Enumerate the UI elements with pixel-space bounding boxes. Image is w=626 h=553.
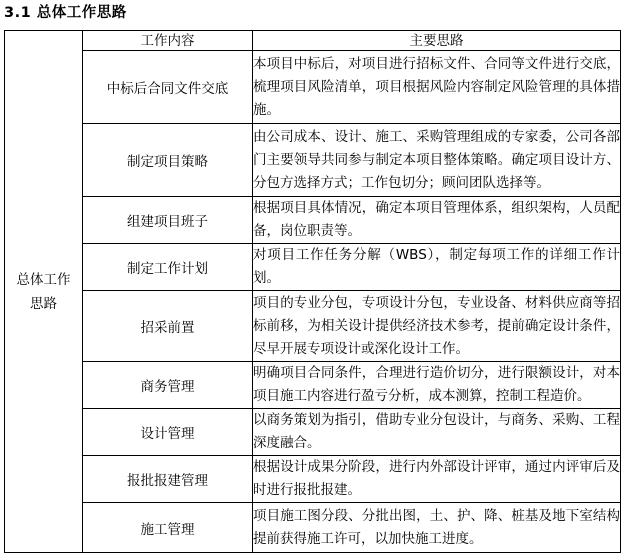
- row-item: 施工管理: [83, 503, 253, 553]
- row-description: 项目施工图分段、分批出图，土、护、降、桩基及地下室结构提前获得施工许可，以加快施工进度。: [253, 503, 621, 553]
- category-cell: [5, 31, 83, 553]
- row-description: 项目的专业分包，专项设计分包，专业设备、材料供应商等招标前移，为相关设计提供经济技术参考，提前确定设计条件，尽早开展专项设计或深化设计工作。: [253, 291, 621, 362]
- row-item: 报批报建管理: [83, 456, 253, 503]
- table-row: [5, 291, 621, 362]
- table-row: [5, 124, 621, 197]
- row-description: 以商务策划为指引，借助专业分包设计，与商务、采购、工程深度融合。: [253, 409, 621, 456]
- row-description: 由公司成本、设计、施工、采购管理组成的专家委，公司各部门主要领导共同参与制定本项目整体策略。确定项目设计方、分包方选择方式；工作包切分；顾问团队选择等。: [253, 124, 621, 197]
- table-row: [5, 244, 621, 291]
- row-item: 制定项目策略: [83, 124, 253, 197]
- table-row: [5, 362, 621, 409]
- row-description: 本项目中标后，对项目进行招标文件、合同等文件进行交底，梳理项目风险清单，项目根据风险内容制定风险管理的具体措施。: [253, 51, 621, 124]
- row-item: 组建项目班子: [83, 197, 253, 244]
- header-main-approach: 主要思路: [253, 31, 621, 51]
- row-description: 明确项目合同条件，合理进行造价切分，进行限额设计，对本项目施工内容进行盈亏分析，成本测算，控制工程造价。: [253, 362, 621, 409]
- table-row: [5, 456, 621, 503]
- category-label-line-2: 思路: [30, 295, 57, 312]
- row-description: 根据设计成果分阶段，进行内外部设计评审，通过内评审后及时进行报批报建。: [253, 456, 621, 503]
- row-item: 制定工作计划: [83, 244, 253, 291]
- row-description: 对项目工作任务分解（WBS），制定每项工作的详细工作计划。: [253, 244, 621, 291]
- row-item: 商务管理: [83, 362, 253, 409]
- table-row: [5, 197, 621, 244]
- category-label-line-1: 总体工作: [16, 271, 71, 288]
- row-item: 设计管理: [83, 409, 253, 456]
- table-row: [5, 503, 621, 553]
- table-row: [5, 51, 621, 124]
- header-work-content: 工作内容: [83, 31, 253, 51]
- table-row: [5, 409, 621, 456]
- row-description: 根据项目具体情况，确定本项目管理体系，组织架构，人员配备，岗位职责等。: [253, 197, 621, 244]
- section-heading: 3.1 总体工作思路: [4, 5, 127, 21]
- row-item: 中标后合同文件交底: [83, 51, 253, 124]
- work-plan-table: [4, 30, 621, 553]
- table-header-row: [5, 31, 621, 51]
- row-item: 招采前置: [83, 291, 253, 362]
